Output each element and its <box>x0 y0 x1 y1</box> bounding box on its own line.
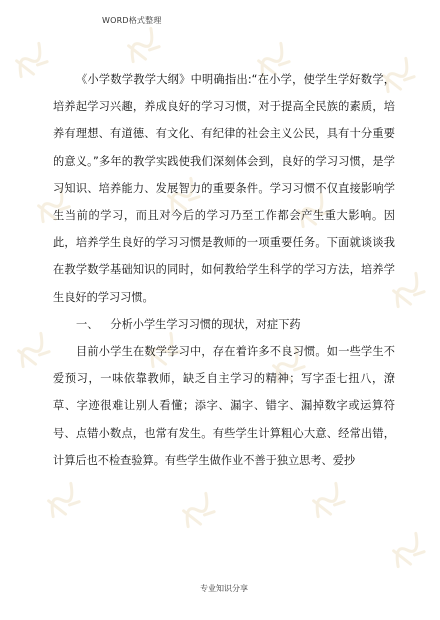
page-footer: 专业知识分享 <box>200 584 248 593</box>
watermark-stamp-icon <box>378 522 436 579</box>
body-paragraph: 目前小学生在数学学习中，存在着许多不良习惯。如一些学生不爱预习，一味依靠教师，缺乏自主学习的精神；写字歪七扭八，潦草、字迹很难让别人看懂；添字、漏字、错字、漏掉数字或运算符号、点错小数点，也常有发生。有些学生计算粗心大意、经常出错，计算后也不检查验算。有些学生做作业不善于独立思考、爱抄 <box>53 345 395 467</box>
document-body <box>53 66 395 474</box>
watermark-stamp-icon <box>168 482 226 539</box>
watermark-stamp-icon <box>1 32 59 89</box>
watermark-stamp-icon <box>298 472 356 529</box>
body-paragraph: 《小学数学教学大纲》中明确指出:“在小学，使学生学好数学，培养起学习兴趣，养成良好的学习习惯，对于提高全民族的素质，培养有理想、有道德、有文化、有纪律的社会主义公民，具有十分重要的意义。”多年的教学实践使我们深刻体会到，良好的学习习惯，是学习知识、培养能力、发展智力的重要条件。学习习惯不仅直接影响学生当前的学习，而且对今后的学习乃至工作都会产生重大影响。因此，培养学生良好的学习习惯是教师的一项重要任务。下面就谈谈我在教学数学基础知识的同时，如何教给学生科学的学习方法，培养学生良好的学习习惯。 <box>53 73 395 304</box>
section-heading-text: 分析小学生学习习惯的现状，对症下药 <box>110 317 301 331</box>
section-number: 一、 <box>76 317 99 331</box>
section-heading <box>53 311 395 338</box>
page-header: WORD格式整理 <box>102 16 162 25</box>
watermark-stamp-icon <box>33 472 91 529</box>
